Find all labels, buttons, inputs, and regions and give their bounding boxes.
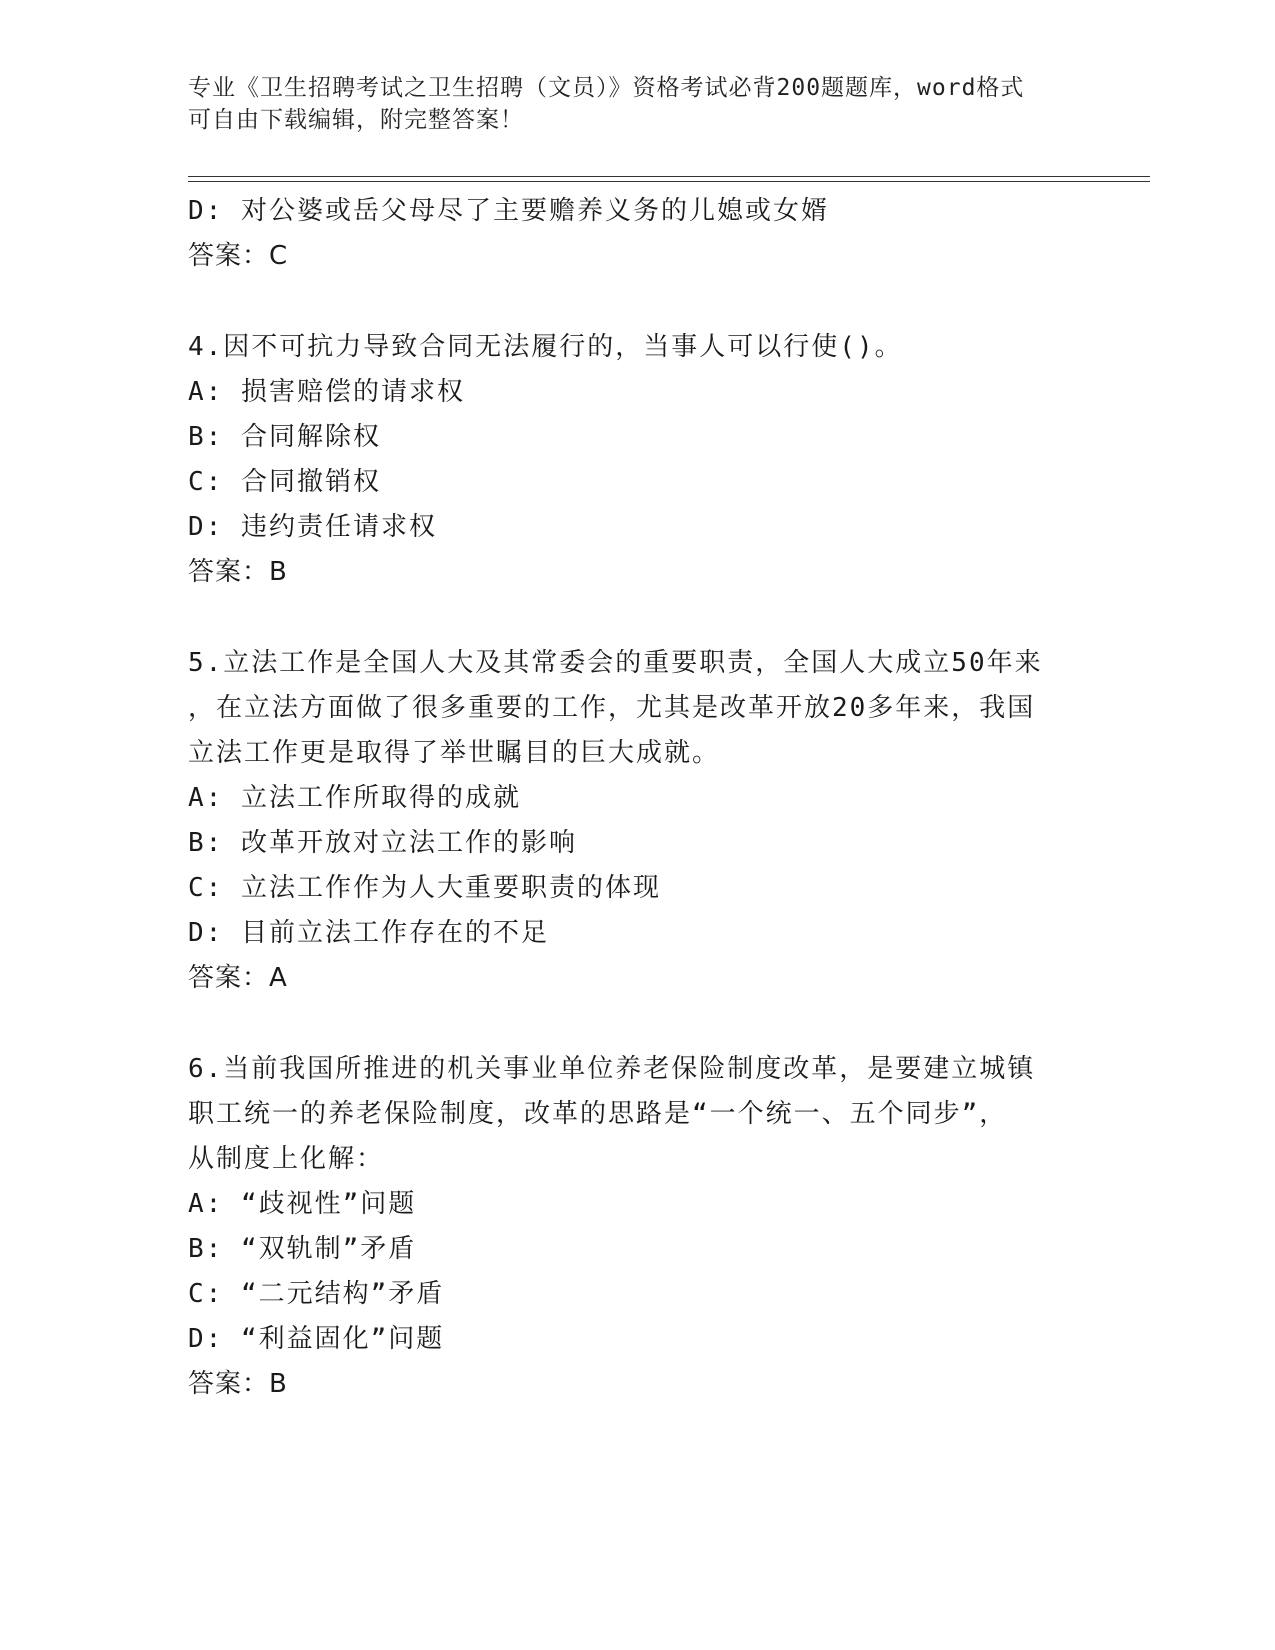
question-5-answer: 答案：A [188,963,288,993]
question-list [188,189,1088,1407]
question-6-option-d: D: “利益固化”问题 [188,1324,445,1354]
question-5-stem-line-2: ，在立法方面做了很多重要的工作，尤其是改革开放20多年来，我国 [188,693,1036,723]
spacer [188,1001,1088,1047]
header-divider-bottom [188,181,1150,182]
question-6-option-a: A: “歧视性”问题 [188,1189,417,1219]
question-6-stem-line-3: 从制度上化解： [188,1144,385,1174]
header-line-2: 可自由下载编辑，附完整答案！ [188,107,524,133]
question-4-option-a: A: 损害赔偿的请求权 [188,377,465,407]
header-divider-top [188,176,1150,177]
question-5-stem-line-1: 5.立法工作是全国人大及其常委会的重要职责，全国人大成立50年来 [188,648,1043,678]
question-5-option-a: A: 立法工作所取得的成就 [188,783,521,813]
prev-option-d: D: 对公婆或岳父母尽了主要赡养义务的儿媳或女婿 [188,196,829,226]
document-header [188,72,1068,136]
question-6-answer: 答案：B [188,1369,288,1399]
question-4-stem: 4.因不可抗力导致合同无法履行的，当事人可以行使()。 [188,332,903,362]
question-5-option-d: D: 目前立法工作存在的不足 [188,918,549,948]
prev-answer: 答案：C [188,241,289,271]
spacer [188,279,1088,325]
question-4-option-b: B: 合同解除权 [188,422,381,452]
question-6-option-b: B: “双轨制”矛盾 [188,1234,417,1264]
question-4-answer: 答案：B [188,557,288,587]
header-line-1: 专业《卫生招聘考试之卫生招聘（文员）》资格考试必背200题题库，word格式 [188,75,1025,101]
question-4 [188,325,1088,595]
question-5 [188,641,1088,1001]
question-6 [188,1047,1088,1407]
question-5-stem-line-3: 立法工作更是取得了举世瞩目的巨大成就。 [188,738,721,768]
question-5-option-c: C: 立法工作作为人大重要职责的体现 [188,873,661,903]
spacer [188,595,1088,641]
question-6-stem-line-2: 职工统一的养老保险制度，改革的思路是“一个统一、五个同步”， [188,1099,1008,1129]
question-6-option-c: C: “二元结构”矛盾 [188,1279,445,1309]
question-5-option-b: B: 改革开放对立法工作的影响 [188,828,577,858]
question-4-option-c: C: 合同撤销权 [188,467,381,497]
question-4-option-d: D: 违约责任请求权 [188,512,437,542]
question-6-stem-line-1: 6.当前我国所推进的机关事业单位养老保险制度改革，是要建立城镇 [188,1054,1036,1084]
